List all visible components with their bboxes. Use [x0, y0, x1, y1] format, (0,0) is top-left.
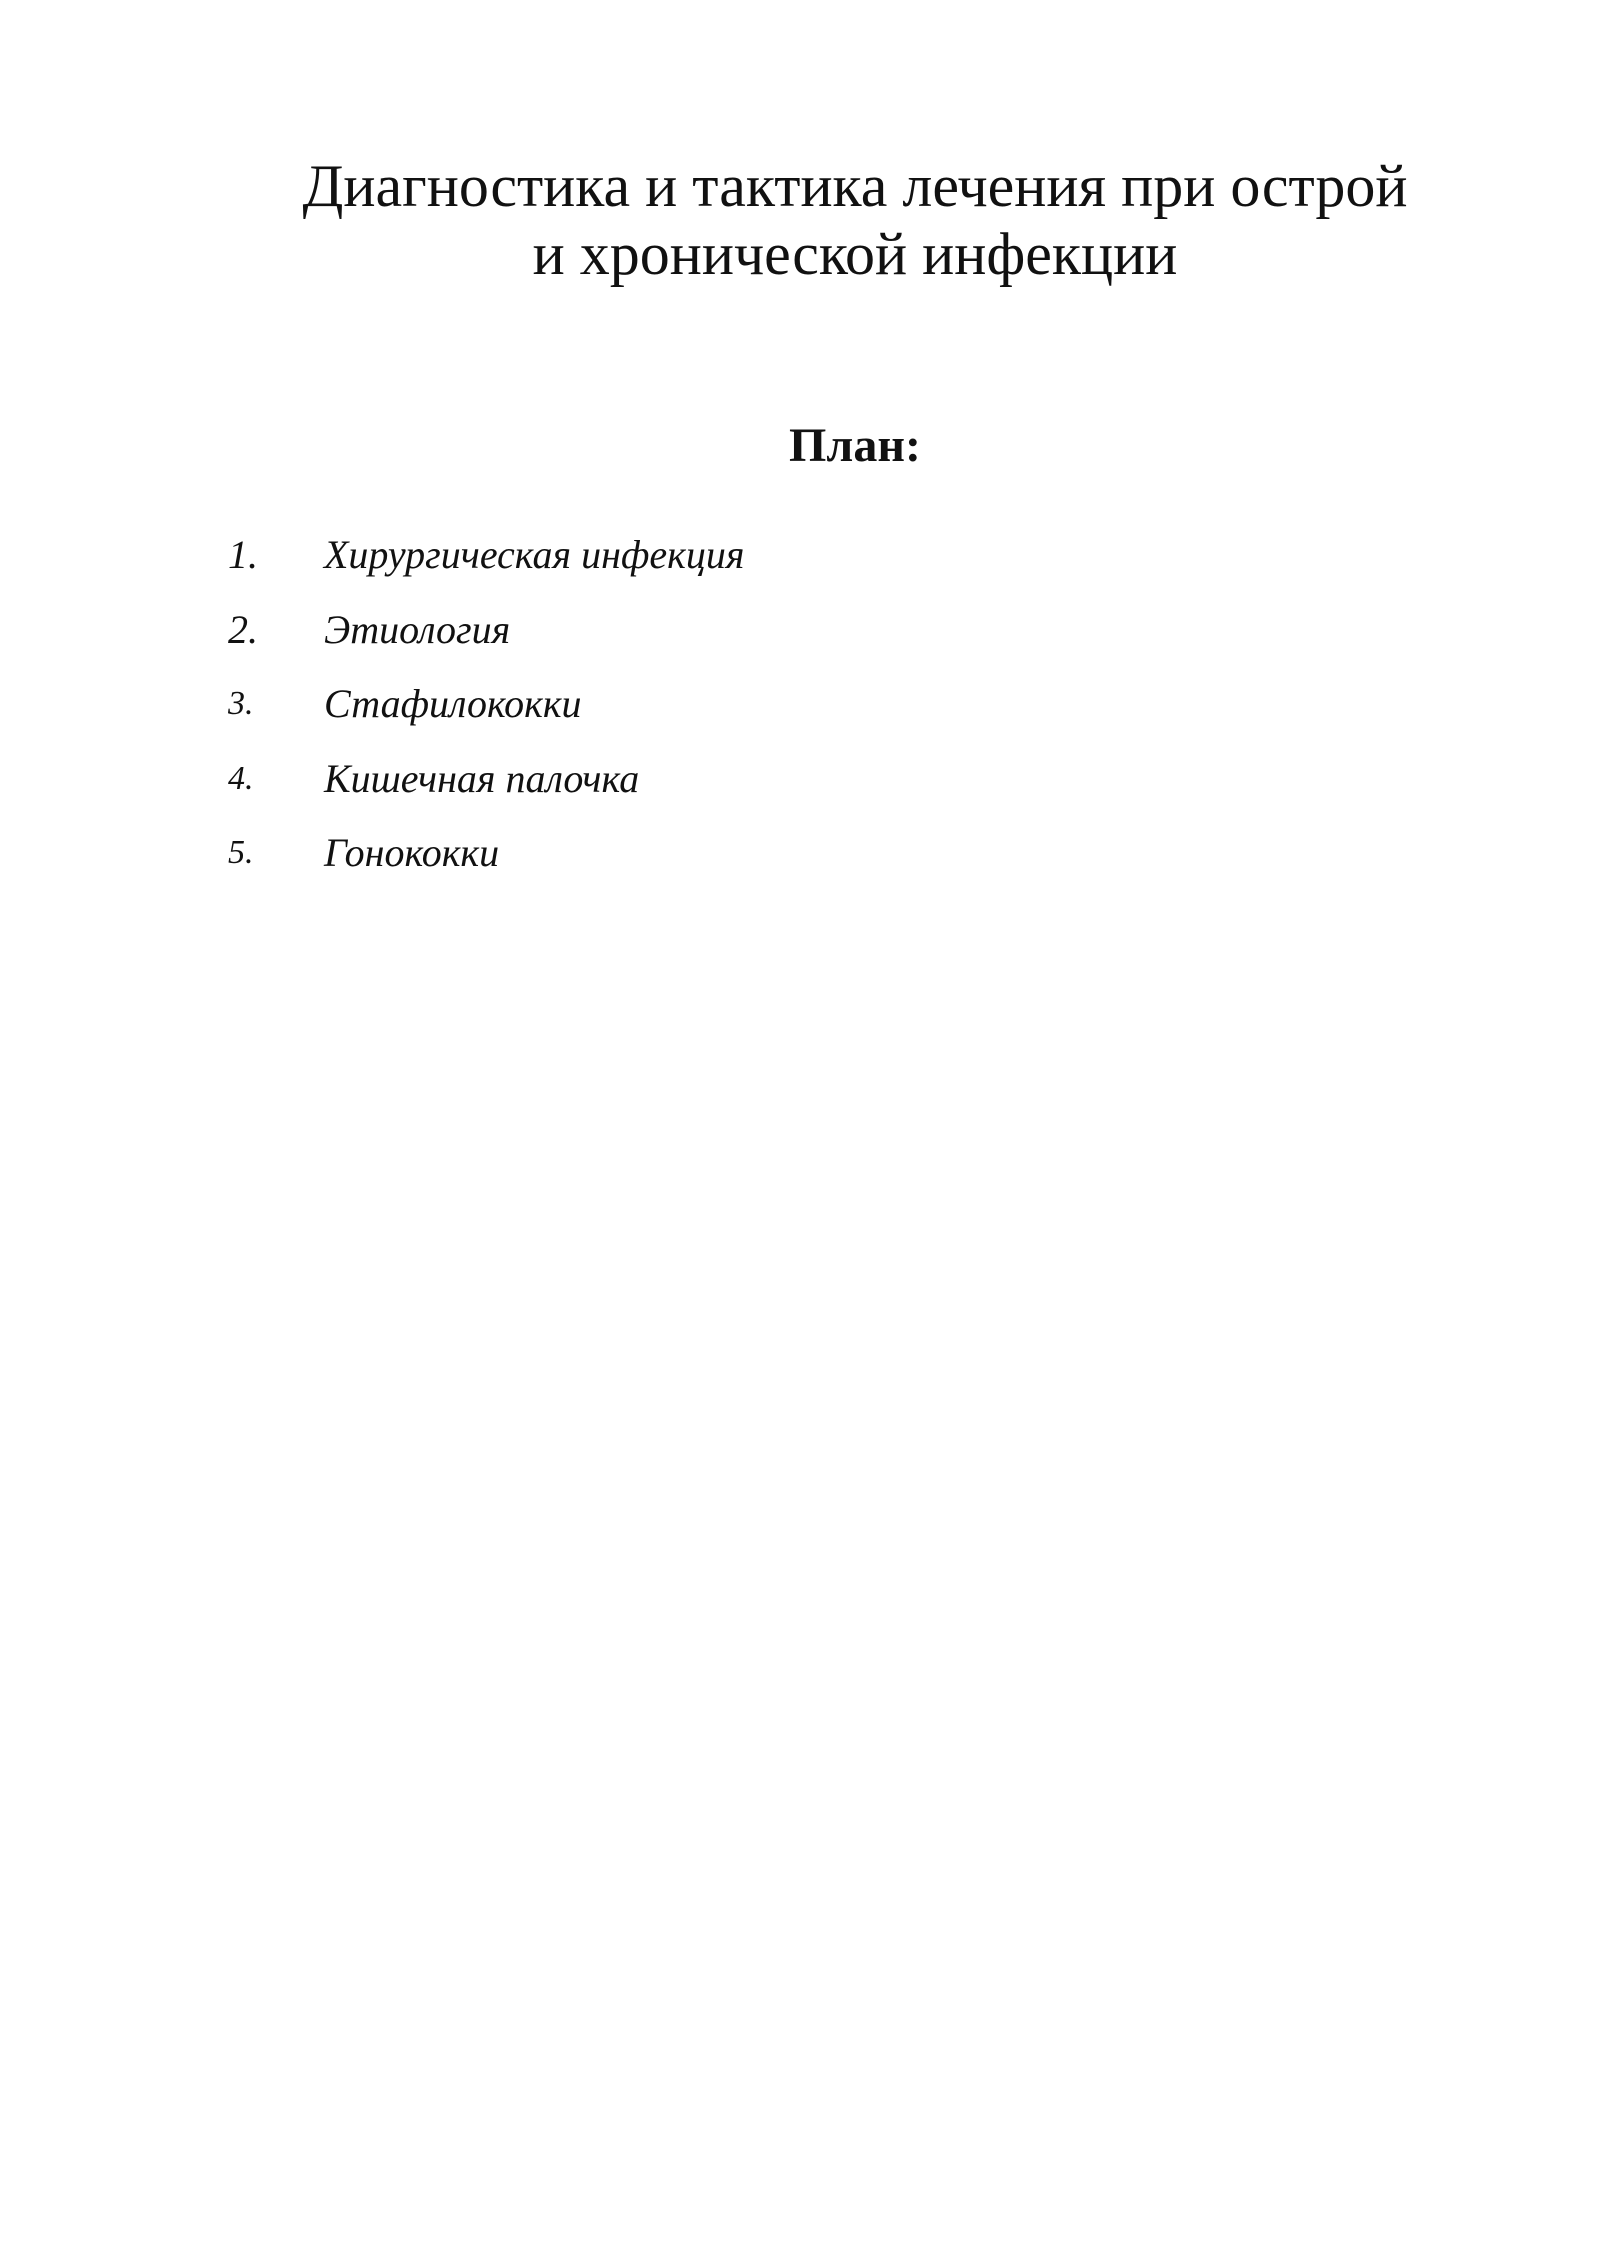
plan-item-text: Этиология — [324, 606, 511, 652]
document-title — [220, 152, 1490, 288]
plan-item-number: 3. — [228, 685, 254, 722]
plan-item-text: Хирургическая инфекция — [324, 532, 745, 577]
document-title-line-1: Диагностика и тактика лечения при острой — [302, 153, 1408, 219]
plan-item-number: 2. — [228, 606, 258, 652]
plan-item-text: Гонококки — [324, 830, 500, 875]
document-title-line-2: и хронической инфекции — [532, 221, 1178, 287]
plan-item-number: 5. — [228, 834, 254, 871]
plan-item-number: 1. — [228, 532, 258, 577]
plan-item-text: Кишечная палочка — [324, 755, 640, 801]
plan-heading: План: — [789, 419, 921, 472]
plan-item-number: 4. — [228, 759, 254, 797]
plan-item-text: Стафилококки — [324, 681, 582, 726]
